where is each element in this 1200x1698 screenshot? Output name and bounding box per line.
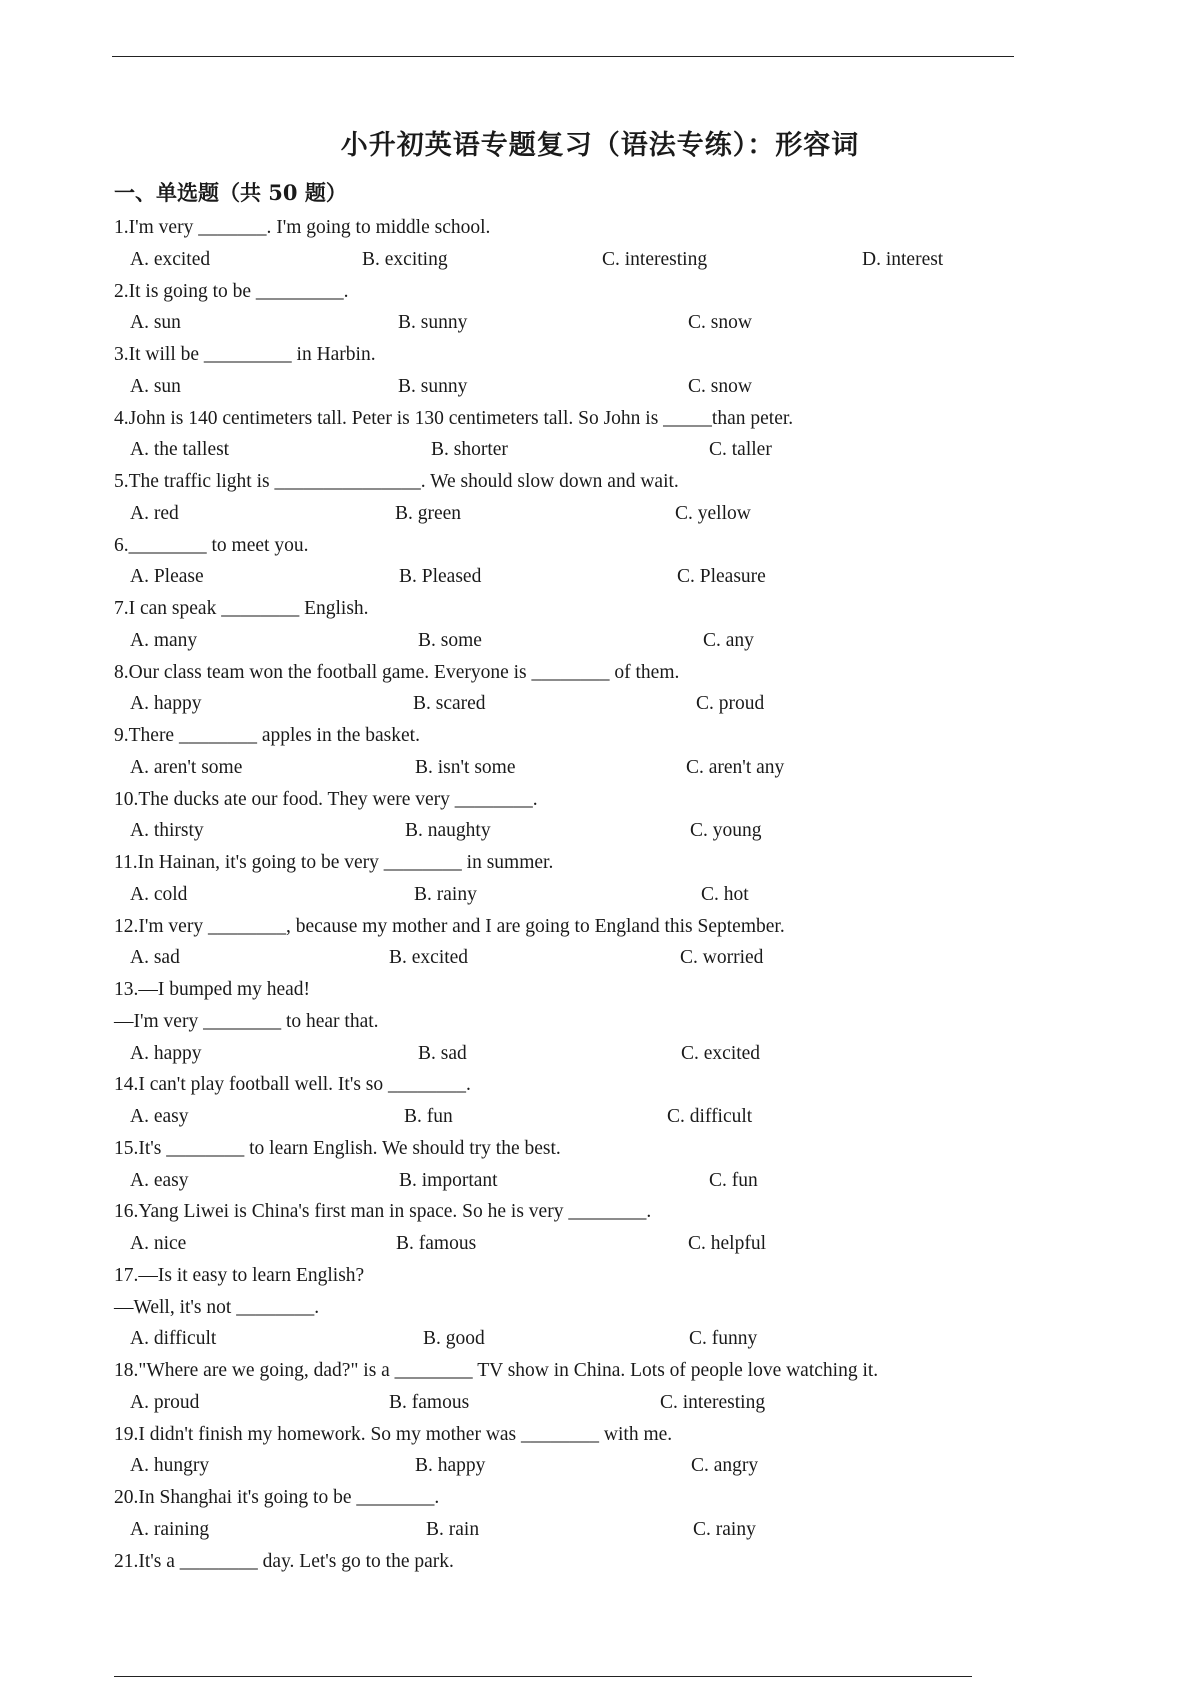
answer-option: A. sun [130,312,181,334]
answer-option: B. isn't some [415,756,516,778]
question-text: 17.—Is it easy to learn English? [114,1264,365,1286]
answer-option: B. sunny [398,375,468,397]
question-item [114,784,1054,848]
question-text: 13.—I bumped my head! [114,979,311,1000]
question-text: 5.The traffic light is _______________. We should slow down and wait. [114,471,679,492]
options-row [114,244,1054,276]
options-row [114,1101,1054,1133]
answer-option: C. hot [701,883,749,905]
answer-option: B. rain [426,1518,480,1540]
answer-option: C. helpful [688,1233,766,1254]
answer-option: B. shorter [431,439,508,461]
answer-option: A. aren't some [130,756,243,778]
question-text: 4.John is 140 centimeters tall. Peter is 130 centimeters tall. So John is _____than peter. [114,407,794,429]
options-row [114,942,1054,974]
options-row [114,1165,1054,1197]
answer-option: B. happy [415,1455,486,1477]
options-row [114,752,1054,784]
answer-option: B. sad [418,1042,467,1064]
answer-option: B. Pleased [399,566,482,588]
answer-option: A. happy [130,1042,202,1064]
options-row [114,1323,1054,1355]
question-text: 6.________ to meet you. [114,534,309,556]
question-text: 19.I didn't finish my homework. So my mother was ________ with me. [114,1423,673,1445]
answer-option: A. cold [130,883,188,905]
question-item [114,657,1054,721]
answer-option: A. easy [130,1169,189,1191]
question-text: —Well, it's not ________. [114,1296,320,1318]
question-item [114,1546,1054,1578]
question-text: 20.In Shanghai it's going to be ________. [114,1487,440,1508]
question-item [114,911,1054,975]
answer-option: C. any [703,629,754,651]
answer-option: A. Please [130,566,204,588]
answer-option: B. some [418,629,482,651]
answer-option: C. fun [709,1169,758,1191]
question-item [114,530,1054,594]
question-item [114,339,1054,403]
answer-option: A. excited [130,248,211,270]
options-row [114,498,1054,530]
answer-option: C. aren't any [686,756,785,778]
answer-option: C. snow [688,312,752,334]
question-item [114,1419,1054,1483]
question-text: 21.It's a ________ day. Let's go to the park. [114,1550,454,1572]
options-row [114,1038,1054,1070]
answer-option: C. yellow [675,502,751,524]
question-text: 10.The ducks ate our food. They were very ________. [114,788,538,810]
question-text: 8.Our class team won the football game. Everyone is ________ of them. [114,661,680,683]
question-text: 18."Where are we going, dad?" is a ________ TV show in China. Lots of people love watching it. [114,1360,879,1381]
options-row [114,879,1054,911]
answer-option: A. easy [130,1106,189,1127]
answer-option: A. nice [130,1233,187,1254]
answer-option: B. famous [389,1391,470,1413]
question-text: 2.It is going to be _________. [114,280,349,302]
question-text: 7.I can speak ________ English. [114,598,369,619]
question-item [114,1260,1054,1355]
answer-option: C. worried [680,947,764,969]
answer-option: A. thirsty [130,820,204,842]
answer-option: C. young [690,820,762,842]
options-row [114,561,1054,593]
question-item [114,466,1054,530]
question-item [114,1355,1054,1419]
answer-option: C. Pleasure [677,566,766,588]
section-heading: 一、单选题（共 50 题） [114,180,347,205]
answer-option: C. difficult [667,1106,753,1127]
answer-option: A. hungry [130,1455,210,1477]
answer-option: C. taller [709,439,772,461]
options-row [114,434,1054,466]
answer-option: A. sad [130,947,180,969]
question-text: 11.In Hainan, it's going to be very ________ in summer. [114,852,554,873]
question-item [114,212,1054,276]
question-list [114,212,1054,1577]
footer-rule [114,1676,972,1677]
answer-option: B. sunny [398,312,468,334]
answer-option: C. interesting [660,1391,766,1413]
question-text: 15.It's ________ to learn English. We should try the best. [114,1137,561,1159]
options-row [114,1450,1054,1482]
answer-option: A. red [130,502,179,524]
question-text: 1.I'm very _______. I'm going to middle school. [114,217,491,238]
question-item [114,593,1054,657]
answer-option: A. many [130,629,198,651]
options-row [114,688,1054,720]
question-item [114,847,1054,911]
answer-option: B. important [399,1169,498,1191]
answer-option: C. rainy [693,1518,756,1540]
answer-option: A. sun [130,375,181,397]
question-item [114,1133,1054,1197]
answer-option: B. scared [413,693,486,715]
answer-option: B. naughty [405,820,491,842]
answer-option: C. excited [681,1042,761,1064]
question-item [114,1482,1054,1546]
document-title: 小升初英语专题复习（语法专练）：形容词 [340,130,860,161]
answer-option: B. good [423,1328,485,1350]
options-row [114,307,1054,339]
answer-option: B. rainy [414,883,477,905]
answer-option: B. exciting [362,248,448,270]
answer-option: A. proud [130,1391,200,1413]
answer-option: B. fun [404,1106,453,1127]
answer-option: A. difficult [130,1328,217,1350]
answer-option: C. snow [688,375,752,397]
options-row [114,1228,1054,1260]
options-row [114,1514,1054,1546]
question-text: 3.It will be _________ in Harbin. [114,344,376,365]
answer-option: B. famous [396,1233,477,1254]
question-text: 9.There ________ apples in the basket. [114,725,420,746]
answer-option: A. happy [130,693,202,715]
options-row [114,625,1054,657]
question-item [114,403,1054,467]
question-text: 16.Yang Liwei is China's first man in space. So he is very ________. [114,1201,652,1223]
answer-option: C. proud [696,693,765,715]
answer-option: C. interesting [602,248,708,270]
options-row [114,371,1054,403]
question-text: 14.I can't play football well. It's so ________. [114,1074,471,1096]
answer-option: A. the tallest [130,439,230,461]
answer-option: B. excited [389,947,469,969]
question-item [114,974,1054,1069]
question-item [114,1196,1054,1260]
answer-option: C. funny [689,1328,758,1350]
question-item [114,720,1054,784]
header-rule [112,56,1014,57]
question-text: —I'm very ________ to hear that. [114,1010,379,1032]
answer-option: B. green [395,502,462,524]
answer-option: A. raining [130,1518,210,1540]
options-row [114,815,1054,847]
question-item [114,276,1054,340]
options-row [114,1387,1054,1419]
answer-option: C. angry [691,1455,759,1477]
question-item [114,1069,1054,1133]
answer-option: D. interest [862,248,944,270]
question-text: 12.I'm very ________, because my mother and I are going to England this September. [114,915,785,937]
